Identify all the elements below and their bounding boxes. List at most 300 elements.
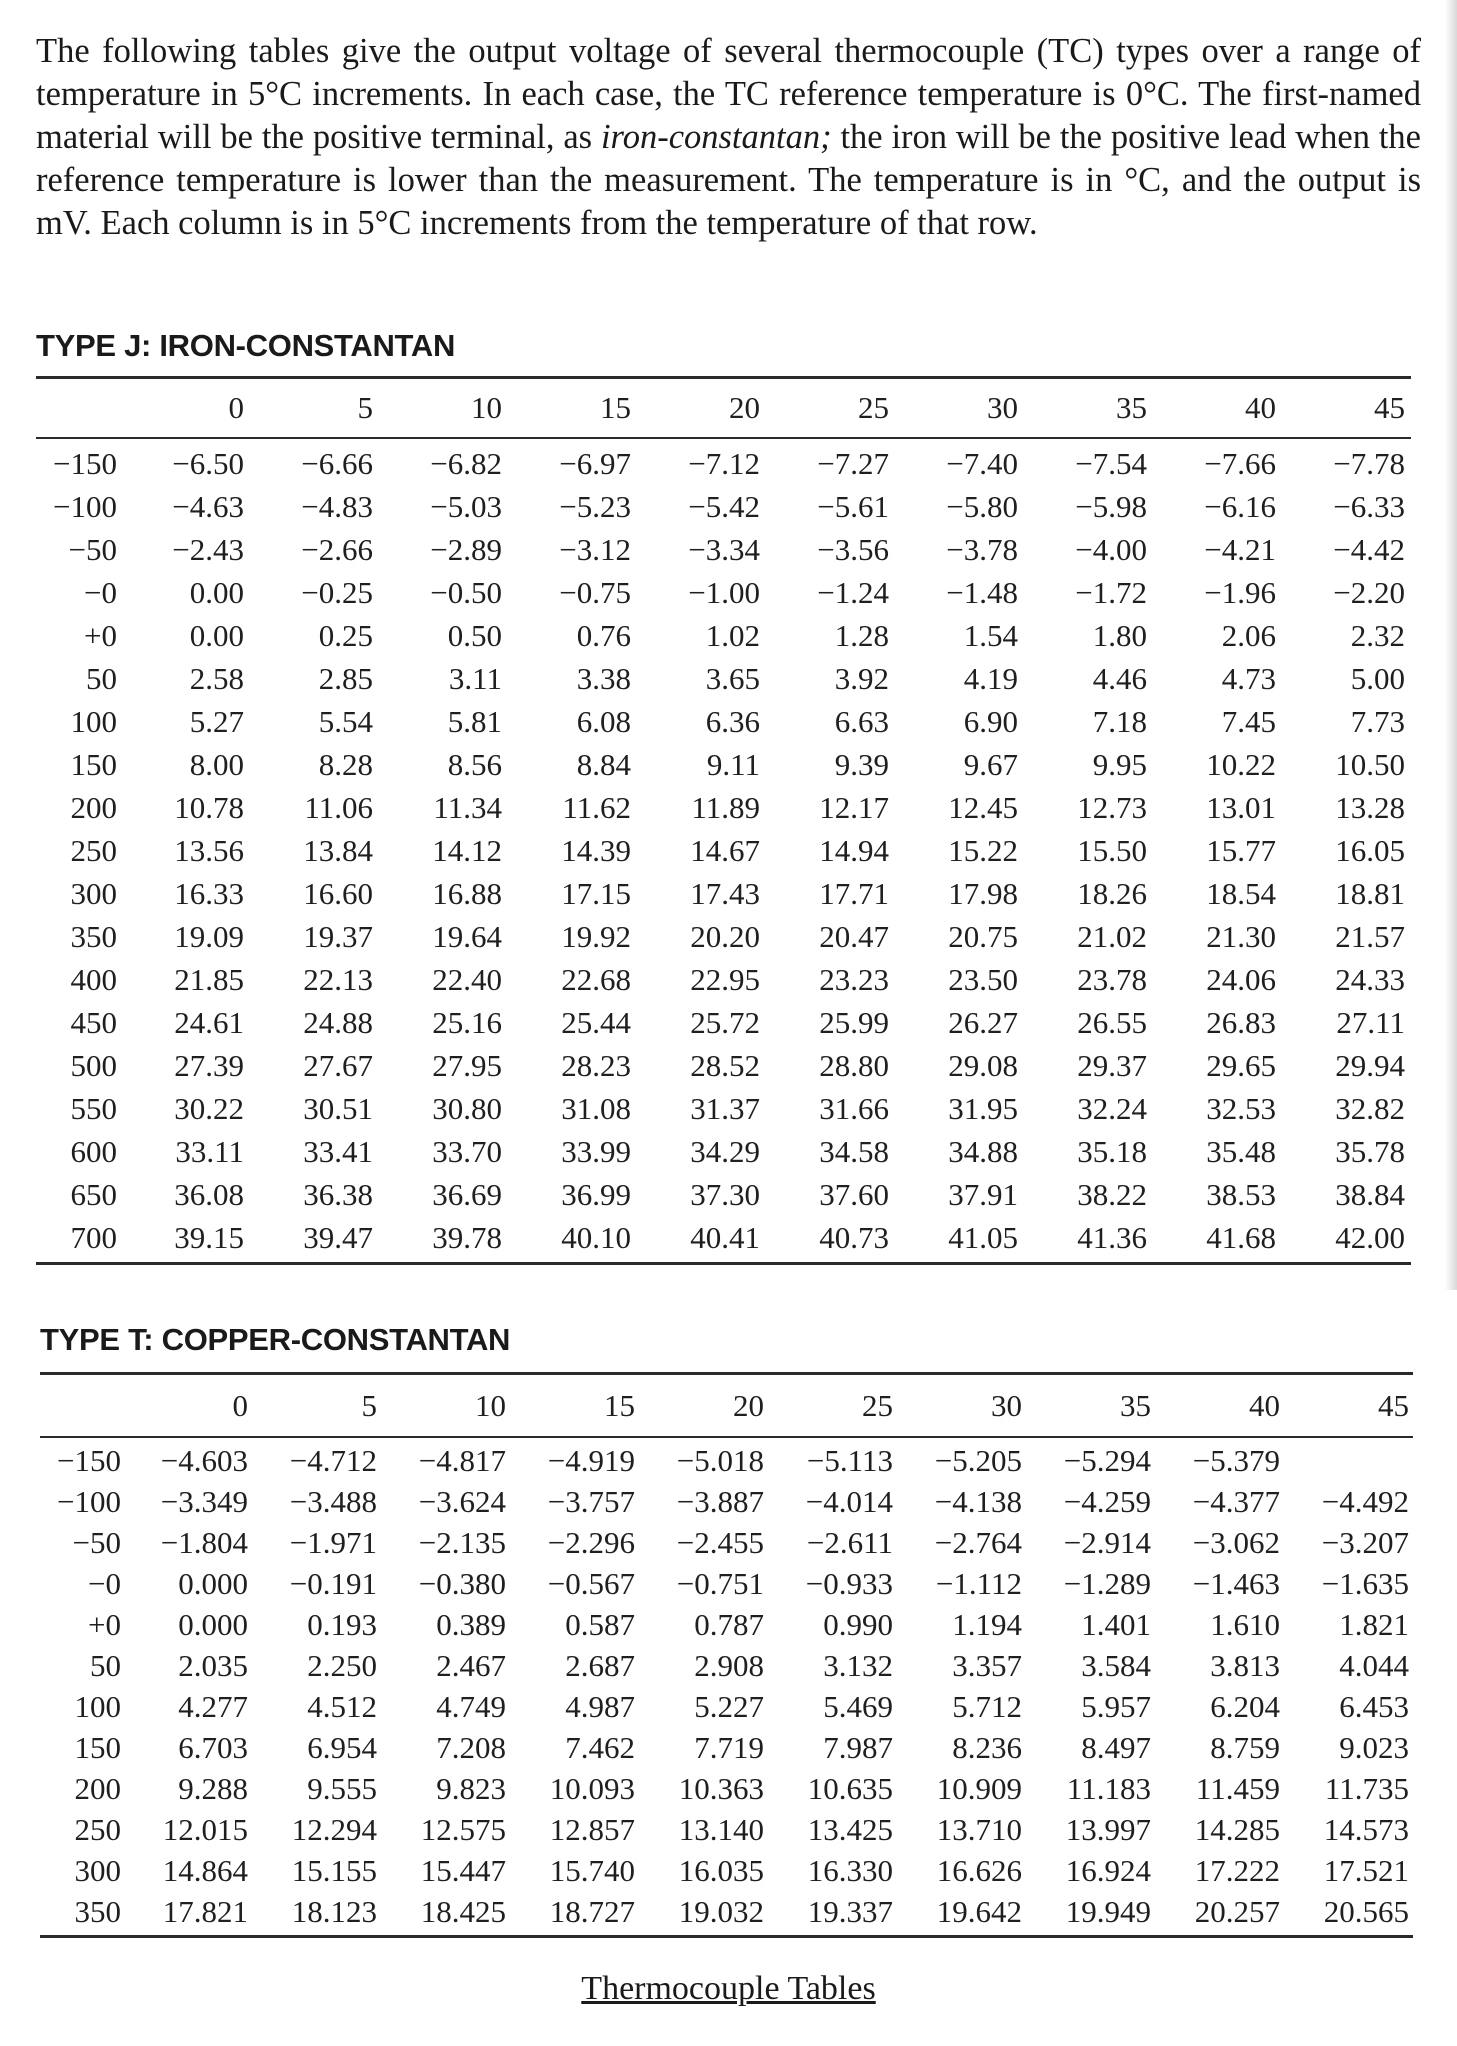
voltage-cell: 27.39: [174, 1047, 244, 1083]
voltage-cell: 11.06: [304, 789, 373, 825]
type-t-top-rule: [40, 1372, 1413, 1375]
voltage-cell: 15.77: [1206, 832, 1276, 868]
voltage-cell: −1.24: [817, 574, 889, 610]
voltage-cell: −6.16: [1204, 488, 1276, 524]
row-temperature: 50: [90, 1647, 121, 1683]
voltage-cell: 19.64: [432, 918, 502, 954]
voltage-cell: 13.425: [807, 1811, 893, 1847]
voltage-cell: 8.236: [952, 1729, 1022, 1765]
voltage-cell: −2.455: [676, 1524, 764, 1560]
voltage-cell: 17.821: [162, 1893, 248, 1929]
voltage-cell: 12.17: [819, 789, 889, 825]
table-row: [34, 1645, 1419, 1686]
row-temperature: 550: [70, 1090, 117, 1126]
voltage-cell: 20.257: [1194, 1893, 1280, 1929]
voltage-cell: −3.624: [418, 1483, 506, 1519]
voltage-cell: 5.54: [318, 703, 373, 739]
table-row: [30, 485, 1415, 528]
row-temperature: −0: [88, 1565, 121, 1601]
voltage-cell: 12.45: [948, 789, 1018, 825]
row-temperature: 50: [86, 660, 117, 696]
voltage-cell: 10.78: [174, 789, 244, 825]
voltage-cell: 28.80: [819, 1047, 889, 1083]
table-row: [30, 442, 1415, 485]
voltage-cell: 22.13: [303, 961, 373, 997]
voltage-cell: −6.97: [559, 445, 631, 481]
voltage-cell: −5.03: [430, 488, 502, 524]
voltage-cell: −0.380: [418, 1565, 506, 1601]
voltage-cell: 39.15: [174, 1219, 244, 1255]
voltage-cell: 18.425: [420, 1893, 506, 1929]
voltage-cell: 12.294: [291, 1811, 377, 1847]
voltage-cell: 2.908: [694, 1647, 764, 1683]
voltage-cell: 16.035: [678, 1852, 764, 1888]
row-temperature: −50: [68, 531, 117, 567]
voltage-cell: 15.50: [1077, 832, 1147, 868]
voltage-cell: 15.740: [549, 1852, 635, 1888]
voltage-cell: −0.50: [430, 574, 502, 610]
voltage-cell: 9.39: [834, 746, 889, 782]
voltage-cell: −3.349: [160, 1483, 248, 1519]
voltage-cell: 2.06: [1221, 617, 1276, 653]
voltage-cell: −4.712: [289, 1442, 377, 1478]
row-temperature: 250: [74, 1811, 121, 1847]
voltage-cell: 11.89: [691, 789, 760, 825]
row-temperature: 350: [70, 918, 117, 954]
voltage-cell: 19.949: [1065, 1893, 1151, 1929]
voltage-cell: 22.40: [432, 961, 502, 997]
voltage-cell: 24.88: [303, 1004, 373, 1040]
row-temperature: 200: [74, 1770, 121, 1806]
voltage-cell: 7.73: [1350, 703, 1405, 739]
voltage-cell: 17.71: [819, 875, 889, 911]
column-header: 40: [1249, 1388, 1280, 1423]
voltage-cell: 10.635: [807, 1770, 893, 1806]
row-temperature: 300: [70, 875, 117, 911]
voltage-cell: 4.044: [1339, 1647, 1409, 1683]
voltage-cell: 1.821: [1339, 1606, 1409, 1642]
voltage-cell: 27.11: [1336, 1004, 1405, 1040]
voltage-cell: −4.603: [160, 1442, 248, 1478]
voltage-cell: 1.401: [1081, 1606, 1151, 1642]
voltage-cell: 35.48: [1206, 1133, 1276, 1169]
voltage-cell: −4.63: [172, 488, 244, 524]
voltage-cell: 12.73: [1077, 789, 1147, 825]
corner-cell: [30, 382, 125, 434]
figure-caption: [0, 1970, 1457, 2008]
row-temperature: −150: [57, 1442, 121, 1478]
voltage-cell: −5.61: [817, 488, 889, 524]
voltage-cell: 18.727: [549, 1893, 635, 1929]
voltage-cell: 40.41: [690, 1219, 760, 1255]
voltage-cell: 14.864: [162, 1852, 248, 1888]
voltage-cell: 15.155: [291, 1852, 377, 1888]
voltage-cell: 19.92: [561, 918, 631, 954]
voltage-cell: 8.56: [447, 746, 502, 782]
column-header: 30: [987, 390, 1018, 425]
voltage-cell: 20.20: [690, 918, 760, 954]
voltage-cell: 2.467: [436, 1647, 506, 1683]
voltage-cell: 2.32: [1350, 617, 1405, 653]
table-row: [30, 786, 1415, 829]
voltage-cell: −3.207: [1321, 1524, 1409, 1560]
voltage-cell: −4.138: [934, 1483, 1022, 1519]
type-j-header: [30, 382, 1415, 434]
voltage-cell: 16.88: [432, 875, 502, 911]
column-header: 45: [1374, 390, 1405, 425]
voltage-cell: −3.78: [946, 531, 1018, 567]
voltage-cell: 36.99: [561, 1176, 631, 1212]
voltage-cell: 2.85: [318, 660, 373, 696]
voltage-cell: 39.47: [303, 1219, 373, 1255]
voltage-cell: 3.357: [952, 1647, 1022, 1683]
voltage-cell: −4.014: [805, 1483, 893, 1519]
voltage-cell: 29.94: [1335, 1047, 1405, 1083]
row-temperature: 450: [70, 1004, 117, 1040]
voltage-cell: 27.95: [432, 1047, 502, 1083]
voltage-cell: 31.66: [819, 1090, 889, 1126]
type-t-table: [34, 1380, 1419, 1932]
voltage-cell: 2.035: [178, 1647, 248, 1683]
voltage-cell: 18.54: [1206, 875, 1276, 911]
voltage-cell: 1.80: [1092, 617, 1147, 653]
voltage-cell: 14.285: [1194, 1811, 1280, 1847]
voltage-cell: 1.02: [705, 617, 760, 653]
voltage-cell: −3.757: [547, 1483, 635, 1519]
voltage-cell: 37.60: [819, 1176, 889, 1212]
type-t-header: [34, 1380, 1419, 1432]
table-row: [30, 528, 1415, 571]
voltage-cell: −5.018: [676, 1442, 764, 1478]
voltage-cell: 3.92: [834, 660, 889, 696]
voltage-cell: 18.26: [1077, 875, 1147, 911]
voltage-cell: 5.469: [823, 1688, 893, 1724]
voltage-cell: −3.56: [817, 531, 889, 567]
voltage-cell: 9.023: [1339, 1729, 1409, 1765]
voltage-cell: 0.00: [189, 574, 244, 610]
voltage-cell: −2.611: [806, 1524, 893, 1560]
voltage-cell: 10.22: [1206, 746, 1276, 782]
voltage-cell: 12.015: [162, 1811, 248, 1847]
voltage-cell: 14.39: [561, 832, 631, 868]
voltage-cell: −4.00: [1075, 531, 1147, 567]
row-temperature: 350: [74, 1893, 121, 1929]
voltage-cell: 30.80: [432, 1090, 502, 1126]
voltage-cell: −5.294: [1063, 1442, 1151, 1478]
type-t-bottom-rule: [40, 1935, 1413, 1938]
intro-paragraph: [36, 30, 1421, 245]
voltage-cell: 17.15: [561, 875, 631, 911]
type-j-table: [30, 382, 1415, 1259]
voltage-cell: 21.57: [1335, 918, 1405, 954]
voltage-cell: 11.459: [1195, 1770, 1280, 1806]
voltage-cell: 26.83: [1206, 1004, 1276, 1040]
row-temperature: −100: [57, 1483, 121, 1519]
voltage-cell: 10.363: [678, 1770, 764, 1806]
table-row: [30, 743, 1415, 786]
voltage-cell: −1.72: [1075, 574, 1147, 610]
voltage-cell: 38.53: [1206, 1176, 1276, 1212]
voltage-cell: 0.787: [694, 1606, 764, 1642]
typeJ-header-row: [30, 382, 1415, 434]
voltage-cell: −1.48: [946, 574, 1018, 610]
voltage-cell: 6.08: [576, 703, 631, 739]
voltage-cell: 5.27: [189, 703, 244, 739]
table-row: [30, 1044, 1415, 1087]
voltage-cell: 41.05: [948, 1219, 1018, 1255]
column-header: 10: [471, 390, 502, 425]
voltage-cell: 6.63: [834, 703, 889, 739]
table-row: [34, 1891, 1419, 1932]
voltage-cell: −6.82: [430, 445, 502, 481]
table-row: [30, 657, 1415, 700]
table-row: [30, 958, 1415, 1001]
voltage-cell: 30.51: [303, 1090, 373, 1126]
voltage-cell: −3.34: [688, 531, 760, 567]
row-temperature: 250: [70, 832, 117, 868]
voltage-cell: 0.25: [318, 617, 373, 653]
voltage-cell: 0.587: [565, 1606, 635, 1642]
voltage-cell: 25.16: [432, 1004, 502, 1040]
voltage-cell: −0.567: [547, 1565, 635, 1601]
voltage-cell: 15.22: [948, 832, 1018, 868]
voltage-cell: 40.73: [819, 1219, 889, 1255]
table-row: [30, 915, 1415, 958]
voltage-cell: 25.44: [561, 1004, 631, 1040]
voltage-cell: 9.288: [178, 1770, 248, 1806]
voltage-cell: 39.78: [432, 1219, 502, 1255]
column-header: 20: [733, 1388, 764, 1423]
voltage-cell: 6.204: [1210, 1688, 1280, 1724]
voltage-cell: 4.987: [565, 1688, 635, 1724]
voltage-cell: 16.33: [174, 875, 244, 911]
row-temperature: +0: [84, 617, 117, 653]
voltage-cell: 33.41: [303, 1133, 373, 1169]
scan-edge-shadow: [1445, 0, 1457, 1290]
intro-italic-term: iron-constantan;: [600, 118, 832, 156]
row-temperature: −150: [53, 445, 117, 481]
column-header: 5: [361, 1388, 377, 1423]
voltage-cell: 5.00: [1350, 660, 1405, 696]
voltage-cell: −7.40: [946, 445, 1018, 481]
voltage-cell: 16.330: [807, 1852, 893, 1888]
voltage-cell: 8.28: [318, 746, 373, 782]
voltage-cell: 10.093: [549, 1770, 635, 1806]
voltage-cell: 26.55: [1077, 1004, 1147, 1040]
voltage-cell: −5.379: [1192, 1442, 1280, 1478]
voltage-cell: 0.000: [178, 1565, 248, 1601]
corner-cell: [34, 1380, 129, 1432]
voltage-cell: −7.54: [1075, 445, 1147, 481]
voltage-cell: 24.61: [174, 1004, 244, 1040]
voltage-cell: 34.29: [690, 1133, 760, 1169]
voltage-cell: −6.50: [172, 445, 244, 481]
voltage-cell: 14.67: [690, 832, 760, 868]
voltage-cell: 29.37: [1077, 1047, 1147, 1083]
voltage-cell: 9.95: [1092, 746, 1147, 782]
voltage-cell: −2.20: [1333, 574, 1405, 610]
voltage-cell: 0.00: [189, 617, 244, 653]
voltage-cell: −2.914: [1063, 1524, 1151, 1560]
voltage-cell: 5.712: [952, 1688, 1022, 1724]
voltage-cell: 20.565: [1323, 1893, 1409, 1929]
column-header: 5: [357, 390, 373, 425]
column-header: 25: [862, 1388, 893, 1423]
voltage-cell: 31.37: [690, 1090, 760, 1126]
voltage-cell: 7.45: [1221, 703, 1276, 739]
row-temperature: 400: [70, 961, 117, 997]
voltage-cell: 31.08: [561, 1090, 631, 1126]
voltage-cell: 25.99: [819, 1004, 889, 1040]
voltage-cell: 1.28: [834, 617, 889, 653]
voltage-cell: −1.112: [935, 1565, 1022, 1601]
column-header: 40: [1245, 390, 1276, 425]
voltage-cell: −3.488: [289, 1483, 377, 1519]
voltage-cell: 13.997: [1065, 1811, 1151, 1847]
row-temperature: 600: [70, 1133, 117, 1169]
voltage-cell: 7.208: [436, 1729, 506, 1765]
voltage-cell: 35.18: [1077, 1133, 1147, 1169]
voltage-cell: 13.56: [174, 832, 244, 868]
voltage-cell: 19.37: [303, 918, 373, 954]
voltage-cell: 3.132: [823, 1647, 893, 1683]
voltage-cell: 15.447: [420, 1852, 506, 1888]
voltage-cell: [1290, 1440, 1419, 1481]
voltage-cell: 28.23: [561, 1047, 631, 1083]
table-row: [30, 1216, 1415, 1259]
column-header: 10: [475, 1388, 506, 1423]
type-j-bottom-rule: [36, 1262, 1411, 1265]
voltage-cell: 4.512: [307, 1688, 377, 1724]
voltage-cell: −4.259: [1063, 1483, 1151, 1519]
voltage-cell: −3.12: [559, 531, 631, 567]
voltage-cell: 14.12: [432, 832, 502, 868]
voltage-cell: 8.759: [1210, 1729, 1280, 1765]
row-temperature: 650: [70, 1176, 117, 1212]
voltage-cell: −2.764: [934, 1524, 1022, 1560]
column-header: 0: [228, 390, 244, 425]
voltage-cell: −4.21: [1204, 531, 1276, 567]
voltage-cell: 35.78: [1335, 1133, 1405, 1169]
column-header: 0: [232, 1388, 248, 1423]
voltage-cell: 38.22: [1077, 1176, 1147, 1212]
voltage-cell: 34.58: [819, 1133, 889, 1169]
voltage-cell: 23.78: [1077, 961, 1147, 997]
voltage-cell: 32.24: [1077, 1090, 1147, 1126]
voltage-cell: −1.971: [289, 1524, 377, 1560]
typeT-header-row: [34, 1380, 1419, 1432]
table-row: [30, 614, 1415, 657]
voltage-cell: 37.91: [948, 1176, 1018, 1212]
row-temperature: 500: [70, 1047, 117, 1083]
table-row: [34, 1727, 1419, 1768]
voltage-cell: 3.813: [1210, 1647, 1280, 1683]
voltage-cell: 3.11: [448, 660, 502, 696]
voltage-cell: −4.83: [301, 488, 373, 524]
voltage-cell: 19.032: [678, 1893, 764, 1929]
voltage-cell: 17.98: [948, 875, 1018, 911]
type-j-title: TYPE J: IRON-CONSTANTAN: [36, 328, 456, 363]
voltage-cell: 3.38: [576, 660, 631, 696]
voltage-cell: −4.377: [1192, 1483, 1280, 1519]
voltage-cell: 29.08: [948, 1047, 1018, 1083]
voltage-cell: 41.36: [1077, 1219, 1147, 1255]
voltage-cell: 6.703: [178, 1729, 248, 1765]
spacer-row: [34, 1432, 1419, 1440]
table-row: [30, 571, 1415, 614]
voltage-cell: 10.909: [936, 1770, 1022, 1806]
table-row: [34, 1440, 1419, 1481]
voltage-cell: −4.492: [1321, 1483, 1409, 1519]
voltage-cell: −0.191: [289, 1565, 377, 1601]
voltage-cell: 11.34: [433, 789, 502, 825]
voltage-cell: 36.69: [432, 1176, 502, 1212]
type-t-body: [34, 1432, 1419, 1932]
table-row: [34, 1850, 1419, 1891]
voltage-cell: 24.33: [1335, 961, 1405, 997]
voltage-cell: −1.635: [1321, 1565, 1409, 1601]
table-row: [30, 1173, 1415, 1216]
voltage-cell: 4.46: [1092, 660, 1147, 696]
voltage-cell: 16.924: [1065, 1852, 1151, 1888]
type-j-top-rule: [36, 376, 1411, 379]
column-header: 20: [729, 390, 760, 425]
voltage-cell: 0.990: [823, 1606, 893, 1642]
voltage-cell: 23.50: [948, 961, 1018, 997]
column-header: 30: [991, 1388, 1022, 1423]
voltage-cell: 21.85: [174, 961, 244, 997]
voltage-cell: 2.250: [307, 1647, 377, 1683]
row-temperature: 150: [70, 746, 117, 782]
voltage-cell: 33.99: [561, 1133, 631, 1169]
voltage-cell: −6.33: [1333, 488, 1405, 524]
voltage-cell: 32.53: [1206, 1090, 1276, 1126]
table-row: [34, 1481, 1419, 1522]
table-row: [34, 1809, 1419, 1850]
table-row: [34, 1522, 1419, 1563]
voltage-cell: 40.10: [561, 1219, 631, 1255]
voltage-cell: 31.95: [948, 1090, 1018, 1126]
voltage-cell: 13.28: [1335, 789, 1405, 825]
voltage-cell: 7.719: [694, 1729, 764, 1765]
row-temperature: 700: [70, 1219, 117, 1255]
intro-text-1: The following tables give the output voltage of several thermocouple (TC) types over a range of temperature in 5°C increments. In each case, the TC reference temperature is 0°C. The first-named material will be the positive terminal, as: [36, 32, 1421, 156]
voltage-cell: −1.00: [688, 574, 760, 610]
voltage-cell: 18.123: [291, 1893, 377, 1929]
voltage-cell: 21.02: [1077, 918, 1147, 954]
voltage-cell: 5.957: [1081, 1688, 1151, 1724]
voltage-cell: −5.80: [946, 488, 1018, 524]
row-temperature: −100: [53, 488, 117, 524]
row-temperature: −0: [84, 574, 117, 610]
column-header: 15: [604, 1388, 635, 1423]
table-row: [30, 829, 1415, 872]
voltage-cell: −7.27: [817, 445, 889, 481]
voltage-cell: −0.933: [805, 1565, 893, 1601]
voltage-cell: 38.84: [1335, 1176, 1405, 1212]
row-temperature: 100: [70, 703, 117, 739]
voltage-cell: 6.36: [705, 703, 760, 739]
voltage-cell: −6.66: [301, 445, 373, 481]
voltage-cell: 2.58: [189, 660, 244, 696]
voltage-cell: −7.12: [688, 445, 760, 481]
column-header: 15: [600, 390, 631, 425]
column-header: 25: [858, 390, 889, 425]
voltage-cell: 32.82: [1335, 1090, 1405, 1126]
voltage-cell: 11.62: [562, 789, 631, 825]
voltage-cell: −2.135: [418, 1524, 506, 1560]
voltage-cell: −3.887: [676, 1483, 764, 1519]
